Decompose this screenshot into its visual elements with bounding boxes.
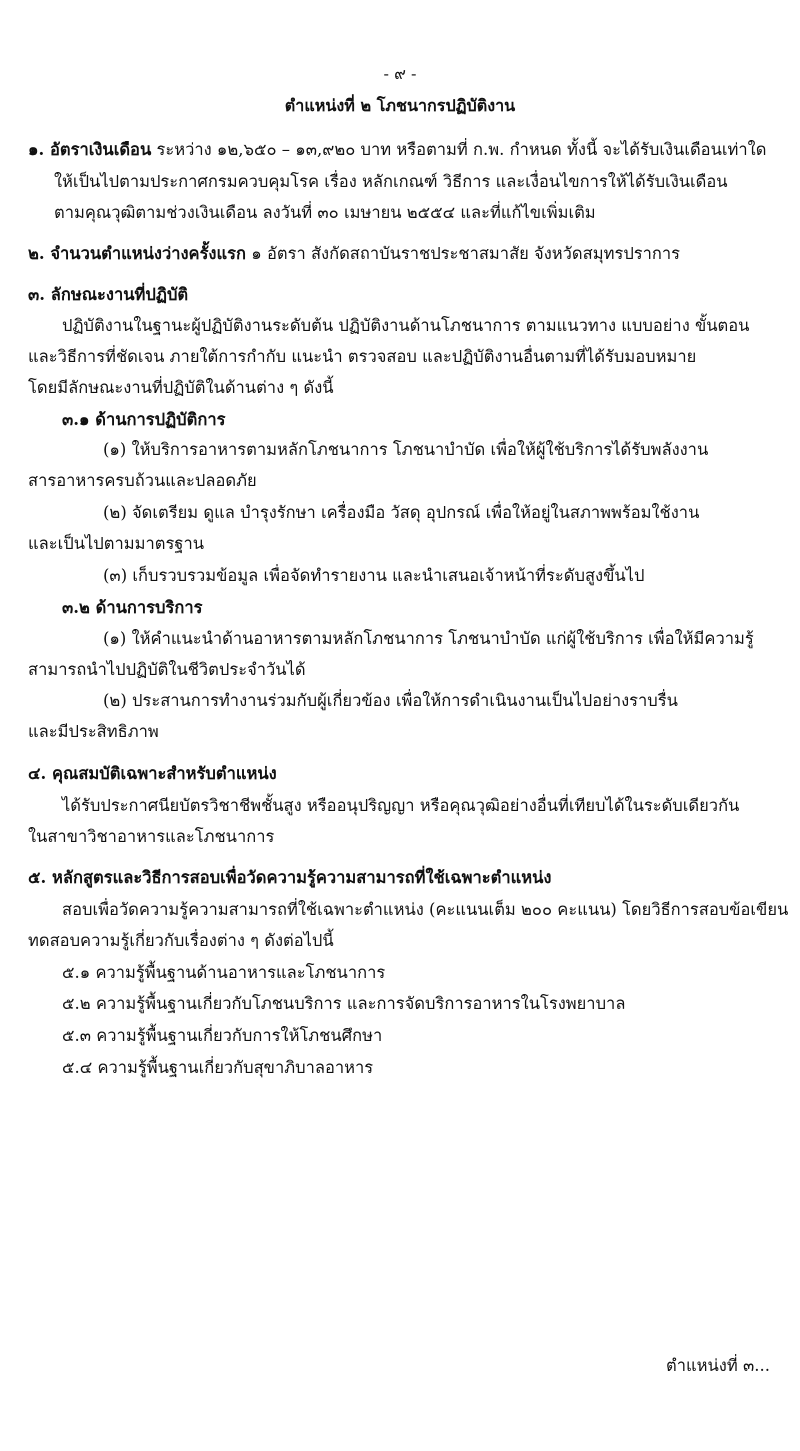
section-1-line-2: ให้เป็นไปตามประกาศกรมควบคุมโรค เรื่อง หลักเกณฑ์ วิธีการ และเงื่อนไขการให้ได้รับเงินเดือน xyxy=(54,172,728,191)
section-3-2-item-1b: สามารถนำไปปฏิบัติในชีวิตประจำวันได้ xyxy=(28,660,306,679)
section-3-1-item-2a: (๒) จัดเตรียม ดูแล บำรุงรักษา เครื่องมือ วัสดุ อุปกรณ์ เพื่อให้อยู่ในสภาพพร้อมใช้งาน xyxy=(103,503,700,522)
section-3-1-item-1a: (๑) ให้บริการอาหารตามหลักโภชนาการ โภชนาบำบัด เพื่อให้ผู้ใช้บริการได้รับพลังงาน xyxy=(103,440,709,459)
section-4-heading: ๔. คุณสมบัติเฉพาะสำหรับตำแหน่ง xyxy=(28,764,277,783)
section-1-line-1 xyxy=(28,138,766,162)
section-1-text: ระหว่าง ๑๒,๖๕๐ – ๑๓,๙๒๐ บาท หรือตามที่ ก.พ. กำหนด ทั้งนี้ จะได้รับเงินเดือนเท่าใด xyxy=(156,140,767,159)
section-3-2-heading: ๓.๒ ด้านการบริการ xyxy=(62,598,203,617)
section-3-2-item-2b: และมีประสิทธิภาพ xyxy=(28,722,159,741)
section-2-heading: ๒. จำนวนตำแหน่งว่างครั้งแรก xyxy=(28,244,246,263)
section-1-heading: ๑. อัตราเงินเดือน xyxy=(28,140,152,159)
section-4-line-2: ในสาขาวิชาอาหารและโภชนาการ xyxy=(28,827,275,846)
section-3-2-item-2a: (๒) ประสานการทำงานร่วมกับผู้เกี่ยวข้อง เพื่อให้การดำเนินงานเป็นไปอย่างราบรื่น xyxy=(103,691,678,710)
section-5-item-2: ๕.๒ ความรู้พื้นฐานเกี่ยวกับโภชนบริการ และการจัดบริการอาหารในโรงพยาบาล xyxy=(62,994,626,1013)
section-3-1-heading: ๓.๑ ด้านการปฏิบัติการ xyxy=(62,410,226,429)
section-2-text: ๑ อัตรา สังกัดสถาบันราชประชาสมาสัย จังหวัดสมุทรปราการ xyxy=(251,244,681,263)
section-3-intro-2: และวิธีการที่ชัดเจน ภายใต้การกำกับ แนะนำ ตรวจสอบ และปฏิบัติงานอื่นตามที่ได้รับมอบหมาย xyxy=(28,347,697,366)
section-5-line-1: สอบเพื่อวัดความรู้ความสามารถที่ใช้เฉพาะตำแหน่ง (คะแนนเต็ม ๒๐๐ คะแนน) โดยวิธีการสอบข้อเขียน xyxy=(62,900,789,919)
section-5-item-1: ๕.๑ ความรู้พื้นฐานด้านอาหารและโภชนาการ xyxy=(62,963,386,982)
section-3-intro-1: ปฏิบัติงานในฐานะผู้ปฏิบัติงานระดับต้น ปฏิบัติงานด้านโภชนาการ ตามแนวทาง แบบอย่าง ขั้นตอน xyxy=(62,316,750,335)
section-3-2-item-1a: (๑) ให้คำแนะนำด้านอาหารตามหลักโภชนาการ โภชนาบำบัด แก่ผู้ใช้บริการ เพื่อให้มีความรู้ xyxy=(103,629,754,648)
section-1-line-3: ตามคุณวุฒิตามช่วงเงินเดือน ลงวันที่ ๓๐ เมษายน ๒๕๕๔ และที่แก้ไขเพิ่มเติม xyxy=(54,203,596,222)
section-4-line-1: ได้รับประกาศนียบัตรวิชาชีพชั้นสูง หรืออนุปริญญา หรือคุณวุฒิอย่างอื่นที่เทียบได้ในระดับเดียวกัน xyxy=(62,796,740,815)
section-5-item-3: ๕.๓ ความรู้พื้นฐานเกี่ยวกับการให้โภชนศึกษา xyxy=(62,1026,383,1045)
section-3-1-item-2b: และเป็นไปตามมาตรฐาน xyxy=(28,534,204,553)
section-3-1-item-1b: สารอาหารครบถ้วนและปลอดภัย xyxy=(28,471,257,490)
section-2-line xyxy=(28,242,680,266)
page-title: ตำแหน่งที่ ๒ โภชนากรปฏิบัติงาน xyxy=(284,96,516,115)
section-5-item-4: ๕.๔ ความรู้พื้นฐานเกี่ยวกับสุขาภิบาลอาหาร xyxy=(62,1058,374,1077)
section-3-heading: ๓. ลักษณะงานที่ปฏิบัติ xyxy=(28,285,189,304)
page-number: - ๙ - xyxy=(383,64,417,83)
continuation-footer: ตำแหน่งที่ ๓... xyxy=(666,1356,770,1375)
section-3-intro-3: โดยมีลักษณะงานที่ปฏิบัติในด้านต่าง ๆ ดังนี้ xyxy=(28,378,334,397)
section-3-1-item-3: (๓) เก็บรวบรวมข้อมูล เพื่อจัดทำรายงาน และนำเสนอเจ้าหน้าที่ระดับสูงขึ้นไป xyxy=(103,566,645,585)
section-5-line-2: ทดสอบความรู้เกี่ยวกับเรื่องต่าง ๆ ดังต่อไปนี้ xyxy=(28,931,334,950)
section-5-heading: ๕. หลักสูตรและวิธีการสอบเพื่อวัดความรู้ความสามารถที่ใช้เฉพาะตำแหน่ง xyxy=(28,868,552,887)
